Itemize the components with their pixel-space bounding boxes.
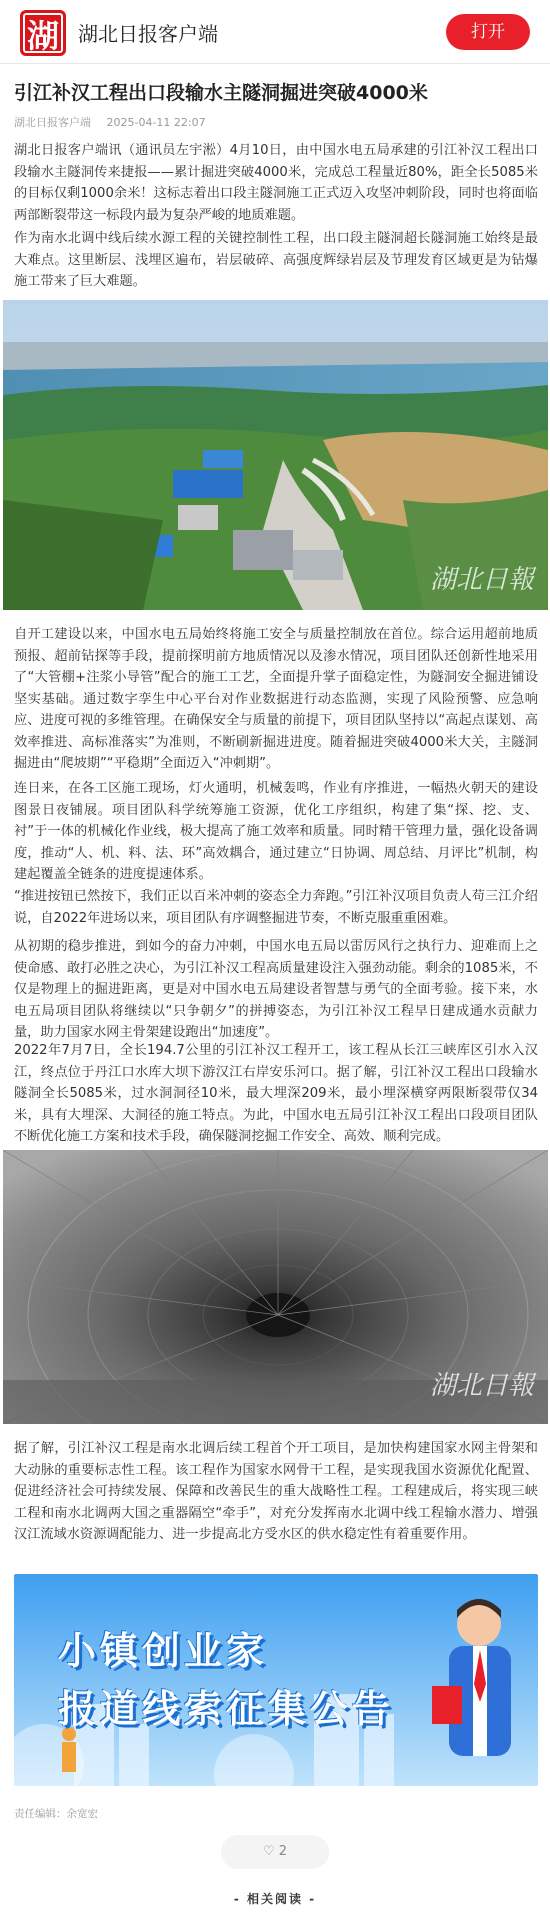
related-reading-heading: - 相关阅读 -: [233, 1892, 317, 1906]
article-paragraph: 湖北日报客户端讯（通讯员左宇淞）4月10日，由中国水电五局承建的引江补汉工程出口段输水主隧洞传来捷报——累计掘进突破4000米，完成总工程量近80%，距全长5085米的目标仅剩1000余米！这标志着出口段主隧洞施工正式迈入攻坚冲刺阶段，同时也将面临两部断裂带这一标段内最为复杂严峻的地质难题。: [14, 143, 538, 223]
like-count: 2: [278, 1844, 288, 1859]
aerial-construction-photo: [3, 300, 548, 610]
image-watermark: 湖北日報: [429, 565, 534, 595]
article-paragraph: 自开工建设以来，中国水电五局始终将施工安全与质量控制放在首位。综合运用超前地质预报、超前钻探等手段，提前探明前方地质情况以及渗水情况，项目团队还创新性地采用了“大管棚+注浆小导管”配合的施工工艺，全面提升掌子面稳定性，为隧洞安全掘进铺设坚实基础。通过数字孪生中心平台对作业数据进行动态监测，实现了风险预警、应急响应、进度可视的多维管理。在确保安全与质量的前提下，项目团队坚持以“高起点谋划、高效率推进、高标准落实”为准则，不断刷新掘进进度。随着掘进突破4000米大关，主隧洞掘进由“爬坡期”“平稳期”全面迈入“冲刺期”。: [14, 627, 538, 771]
like-button[interactable]: [221, 1835, 329, 1869]
article-paragraph: 从初期的稳步推进，到如今的奋力冲刺，中国水电五局以雷厉风行之执行力、迎难而上之使命感、敢打必胜之决心，为引江补汉工程高质量建设注入强劲动能。剩余的1085米，不仅是物理上的掘进距离，更是对中国水电五局建设者智慧与勇气的全面考验。接下来，水电五局项目团队将继续以“只争朝夕”的拼搏姿态，为引江补汉工程早日建成通水贡献力量，助力国家水网主骨架建设跑出“加速度”。: [14, 939, 538, 1040]
article-paragraph: 作为南水北调中线后续水源工程的关键控制性工程，出口段主隧洞超长隧洞施工始终是最大难点。这里断层、浅埋区遍布，岩层破碎、高强度辉绿岩层及节理发育区域更是为钻爆施工带来了巨大难题。: [14, 231, 538, 289]
editor-credit: 责任编辑：余宽宏: [14, 1808, 98, 1820]
article-paragraph: 连日来，在各工区施工现场，灯火通明，机械轰鸣，作业有序推进，一幅热火朝天的建设图景日夜铺展。项目团队科学统筹施工资源，优化工序组织，构建了集“探、挖、支、衬”于一体的机械化作业线，极大提高了施工效率和质量。同时精干管理力量，强化设备调度，推动“人、机、料、法、环”高效耦合，通过建立“日协调、周总结、月评比”机制，构建起覆盖全链条的进度提速体系。: [14, 781, 538, 882]
tunnel-interior-photo: [3, 1150, 548, 1424]
article-paragraph: 据了解，引江补汉工程是南水北调后续工程首个开工项目，是加快构建国家水网主骨架和大动脉的重要标志性工程。该工程作为国家水网骨干工程，是实现我国水资源优化配置、促进经济社会可持续发展、保障和改善民生的重大战略性工程。工程建成后，将实现三峡工程和南水北调两大国之重器隔空“牵手”，对充分发挥南水北调中线工程输水潜力、增强汉江流域水资源调配能力、进一步提高北方受水区的供水稳定性有着重要作用。: [14, 1441, 538, 1542]
article-source: 湖北日报客户端: [14, 116, 91, 129]
article-paragraph: “推进按钮已然按下，我们正以百米冲刺的姿态全力奔跑。”引江补汉项目负责人苟三江介绍说，自2022年进场以来，项目团队有序调整掘进节奏，不断克服重重困难。: [14, 889, 538, 926]
open-app-button[interactable]: 打开: [446, 14, 530, 50]
article-meta: [14, 114, 218, 130]
banner-headline: 小镇创业家: [58, 1629, 269, 1673]
promo-banner[interactable]: [14, 1574, 538, 1786]
image-watermark: 湖北日報: [429, 1371, 534, 1401]
article-title: 引江补汉工程出口段输水主隧洞掘进突破4000米: [14, 82, 428, 104]
app-name: 湖北日报客户端: [78, 22, 218, 46]
app-header: [0, 0, 550, 64]
app-logo: 湖: [20, 10, 66, 56]
banner-subheadline: 报道线索征集公告: [58, 1687, 395, 1731]
article-paragraph: 2022年7月7日，全长194.7公里的引江补汉工程开工，该工程从长江三峡库区引水入汉江，终点位于丹江口水库大坝下游汉江右岸安乐河口。据了解，引江补汉工程出口段输水隧洞全长5085米，过水洞洞径10米，最大埋深209米，最小埋深横穿两限断裂带仅34米，具有大埋深、大洞径的施工特点。为此，中国水电五局引江补汉工程出口段项目团队不断优化施工方案和技术手段，确保隧洞挖掘工作安全、高效、顺利完成。: [14, 1043, 538, 1144]
heart-icon: ♡: [262, 1844, 275, 1859]
article-date: 2025-04-11 22:07: [106, 116, 206, 129]
